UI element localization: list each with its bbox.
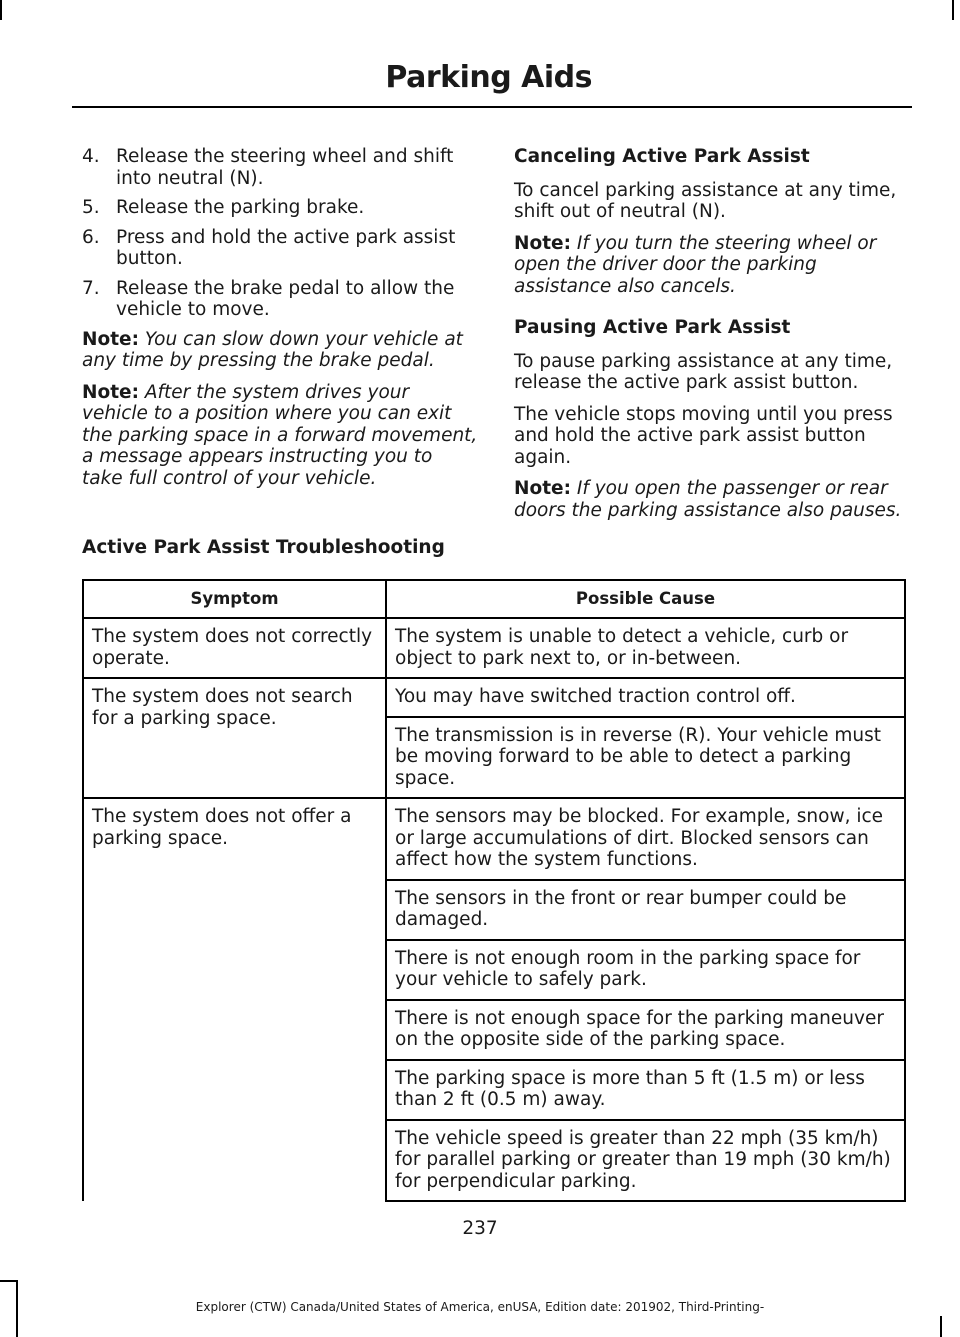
crop-mark-bottom-right — [940, 1316, 942, 1337]
pause-text-2: The vehicle stops moving until you press and hold the active park assist button again. — [514, 403, 893, 468]
crop-mark-top-left — [0, 0, 2, 20]
note-full-control — [82, 382, 478, 490]
cause-cell: The parking space is more than 5 ft (1.5 m) or less than 2 ft (0.5 m) away. — [386, 1060, 905, 1120]
note-pause — [514, 478, 908, 521]
troubleshooting-title: Active Park Assist Troubleshooting — [82, 537, 445, 558]
table-row — [83, 798, 905, 880]
symptom-cell: The system does not offer a parking space. — [83, 798, 386, 1201]
step-list — [82, 146, 478, 321]
list-item — [82, 278, 478, 321]
column-header-symptom: Symptom — [83, 580, 386, 618]
cancel-heading: Canceling Active Park Assist — [514, 146, 810, 167]
step-text: Release the parking brake. — [116, 197, 365, 218]
note-text: After the system drives your vehicle to a position where you can exit the parking space in a forward movement, a message appears instructing you to take full control of your vehicle. — [82, 381, 478, 489]
footer-text: Explorer (CTW) Canada/United States of America, enUSA, Edition date: 201902, Third-Printing- — [195, 1300, 765, 1314]
note-brake-pedal — [82, 329, 478, 372]
note-text: If you turn the steering wheel or open the driver door the parking assistance also cancels. — [514, 232, 877, 297]
cause-cell: The system is unable to detect a vehicle, curb or object to park next to, or in-between. — [386, 618, 905, 678]
step-text: Press and hold the active park assist button. — [116, 226, 456, 269]
cause-cell: The vehicle speed is greater than 22 mph (35 km/h) for parallel parking or greater than 19 mph (30 km/h) for perpendicular parking. — [386, 1120, 905, 1202]
list-item — [82, 227, 478, 270]
pause-heading: Pausing Active Park Assist — [514, 317, 791, 338]
column-header-cause: Possible Cause — [386, 580, 905, 618]
page-number: 237 — [462, 1218, 498, 1239]
note-label: Note: — [514, 478, 571, 499]
step-number: 4. — [82, 146, 100, 167]
note-label: Note: — [82, 381, 139, 403]
cause-cell: There is not enough room in the parking space for your vehicle to safely park. — [386, 940, 905, 1000]
list-item — [82, 197, 478, 219]
cause-cell: The sensors in the front or rear bumper could be damaged. — [386, 880, 905, 940]
cause-cell: There is not enough space for the parking maneuver on the opposite side of the parking space. — [386, 1000, 905, 1060]
list-item — [82, 146, 478, 189]
table-row — [83, 678, 905, 717]
troubleshooting-table — [82, 579, 906, 1202]
note-text: If you open the passenger or rear doors the parking assistance also pauses. — [514, 478, 902, 521]
right-column — [514, 146, 908, 531]
step-number: 5. — [82, 197, 100, 218]
cause-cell: The sensors may be blocked. For example, snow, ice or large accumulations of dirt. Blocked sensors can affect how the system functions. — [386, 798, 905, 880]
note-label: Note: — [514, 232, 571, 254]
table-row — [83, 618, 905, 678]
header-divider — [72, 106, 912, 108]
note-text: You can slow down your vehicle at any time by pressing the brake pedal. — [82, 328, 463, 371]
note-label: Note: — [82, 328, 139, 350]
step-text: Release the steering wheel and shift into neutral (N). — [116, 146, 454, 189]
cancel-text: To cancel parking assistance at any time, shift out of neutral (N). — [514, 179, 897, 222]
crop-mark-top-right — [952, 0, 954, 20]
symptom-cell: The system does not correctly operate. — [83, 618, 386, 678]
pause-text-1: To pause parking assistance at any time, release the active park assist button. — [514, 350, 893, 393]
step-text: Release the brake pedal to allow the vehicle to move. — [116, 277, 455, 320]
cause-cell: You may have switched traction control off. — [386, 678, 905, 717]
table-header-row — [83, 580, 905, 618]
step-number: 6. — [82, 226, 100, 248]
step-number: 7. — [82, 277, 100, 299]
cause-cell: The transmission is in reverse (R). Your vehicle must be moving forward to be able to detect a parking space. — [386, 717, 905, 799]
note-cancel — [514, 233, 908, 298]
symptom-cell: The system does not search for a parking space. — [83, 678, 386, 798]
page-title: Parking Aids — [385, 60, 592, 95]
left-column — [82, 146, 478, 499]
